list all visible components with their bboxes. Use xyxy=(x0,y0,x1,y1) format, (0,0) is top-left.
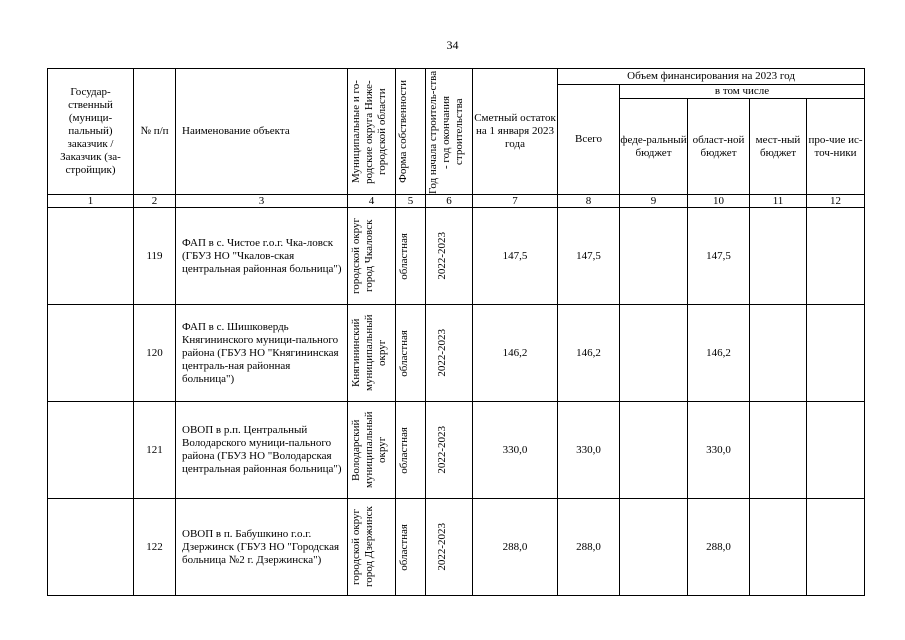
cell-customer xyxy=(48,402,134,499)
col-number: 5 xyxy=(396,195,426,208)
cell-years: 2022-2023 xyxy=(426,305,473,402)
header-financing: Объем финансирования на 2023 год xyxy=(558,69,865,85)
cell-total: 147,5 xyxy=(558,208,620,305)
table-row xyxy=(48,499,865,596)
cell-other xyxy=(807,499,865,596)
cell-customer xyxy=(48,208,134,305)
cell-num: 121 xyxy=(134,402,176,499)
cell-name: ОВОП в п. Бабушкино г.о.г. Дзержинск (ГБУЗ НО "Городская больница №2 г. Дзержинска") xyxy=(176,499,348,596)
cell-regional: 146,2 xyxy=(688,305,750,402)
cell-name: ФАП в с. Шишковердь Княгининского муници-пального района (ГБУЗ НО "Княгининская централь-ная районная больница") xyxy=(176,305,348,402)
cell-federal xyxy=(620,499,688,596)
cell-num: 120 xyxy=(134,305,176,402)
cell-name: ОВОП в р.п. Центральный Володарского муници-пального района (ГБУЗ НО "Володарская центральная районная больница") xyxy=(176,402,348,499)
financing-table xyxy=(47,68,865,596)
header-other: про-чие ис-точ-ники xyxy=(807,99,865,195)
header-regional: област-ной бюджет xyxy=(688,99,750,195)
page-number: 34 xyxy=(446,38,459,52)
cell-federal xyxy=(620,208,688,305)
cell-customer xyxy=(48,499,134,596)
cell-local xyxy=(750,402,807,499)
cell-remainder: 147,5 xyxy=(473,208,558,305)
header-remainder: Сметный остаток на 1 января 2023 года xyxy=(473,69,558,195)
cell-ownership: областная xyxy=(396,402,426,499)
col-number: 10 xyxy=(688,195,750,208)
cell-years: 2022-2023 xyxy=(426,208,473,305)
cell-years: 2022-2023 xyxy=(426,402,473,499)
cell-federal xyxy=(620,305,688,402)
cell-regional: 330,0 xyxy=(688,402,750,499)
column-numbers-row xyxy=(48,195,865,208)
header-name: Наименование объекта xyxy=(176,69,348,195)
cell-local xyxy=(750,499,807,596)
col-number: 11 xyxy=(750,195,807,208)
header-federal: феде-ральный бюджет xyxy=(620,99,688,195)
col-number: 1 xyxy=(48,195,134,208)
cell-local xyxy=(750,208,807,305)
cell-regional: 288,0 xyxy=(688,499,750,596)
cell-municipal: Володарский муниципальный округ xyxy=(348,402,396,499)
cell-ownership: областная xyxy=(396,208,426,305)
header-num: № п/п xyxy=(134,69,176,195)
cell-ownership: областная xyxy=(396,305,426,402)
cell-years: 2022-2023 xyxy=(426,499,473,596)
cell-federal xyxy=(620,402,688,499)
cell-municipal: городской округ город Чкаловск xyxy=(348,208,396,305)
col-number: 9 xyxy=(620,195,688,208)
cell-regional: 147,5 xyxy=(688,208,750,305)
table-row xyxy=(48,208,865,305)
cell-municipal: городской округ город Дзержинск xyxy=(348,499,396,596)
header-local: мест-ный бюджет xyxy=(750,99,807,195)
cell-ownership: областная xyxy=(396,499,426,596)
cell-remainder: 330,0 xyxy=(473,402,558,499)
cell-total: 330,0 xyxy=(558,402,620,499)
cell-remainder: 146,2 xyxy=(473,305,558,402)
header-ownership: Форма собственности xyxy=(396,69,426,195)
header-years: Год начала строитель-ства - год окончания строительства xyxy=(426,69,473,195)
col-number: 8 xyxy=(558,195,620,208)
cell-remainder: 288,0 xyxy=(473,499,558,596)
col-number: 2 xyxy=(134,195,176,208)
col-number: 3 xyxy=(176,195,348,208)
cell-other xyxy=(807,402,865,499)
cell-num: 122 xyxy=(134,499,176,596)
cell-name: ФАП в с. Чистое г.о.г. Чка-ловск (ГБУЗ НО "Чкалов-ская центральная районная больница") xyxy=(176,208,348,305)
col-number: 6 xyxy=(426,195,473,208)
cell-total: 146,2 xyxy=(558,305,620,402)
table-row xyxy=(48,305,865,402)
cell-local xyxy=(750,305,807,402)
col-number: 7 xyxy=(473,195,558,208)
cell-municipal: Княгининский муниципальный округ xyxy=(348,305,396,402)
cell-other xyxy=(807,208,865,305)
header-municipal: Муниципальные и го-родские округа Ниже-городской области xyxy=(348,69,396,195)
col-number: 12 xyxy=(807,195,865,208)
header-including: в том числе xyxy=(620,85,865,99)
cell-total: 288,0 xyxy=(558,499,620,596)
cell-other xyxy=(807,305,865,402)
cell-customer xyxy=(48,305,134,402)
cell-num: 119 xyxy=(134,208,176,305)
col-number: 4 xyxy=(348,195,396,208)
header-customer: Государ-ственный (муници-пальный) заказчик / Заказчик (за-стройщик) xyxy=(48,69,134,195)
table-row xyxy=(48,402,865,499)
header-total: Всего xyxy=(558,85,620,195)
